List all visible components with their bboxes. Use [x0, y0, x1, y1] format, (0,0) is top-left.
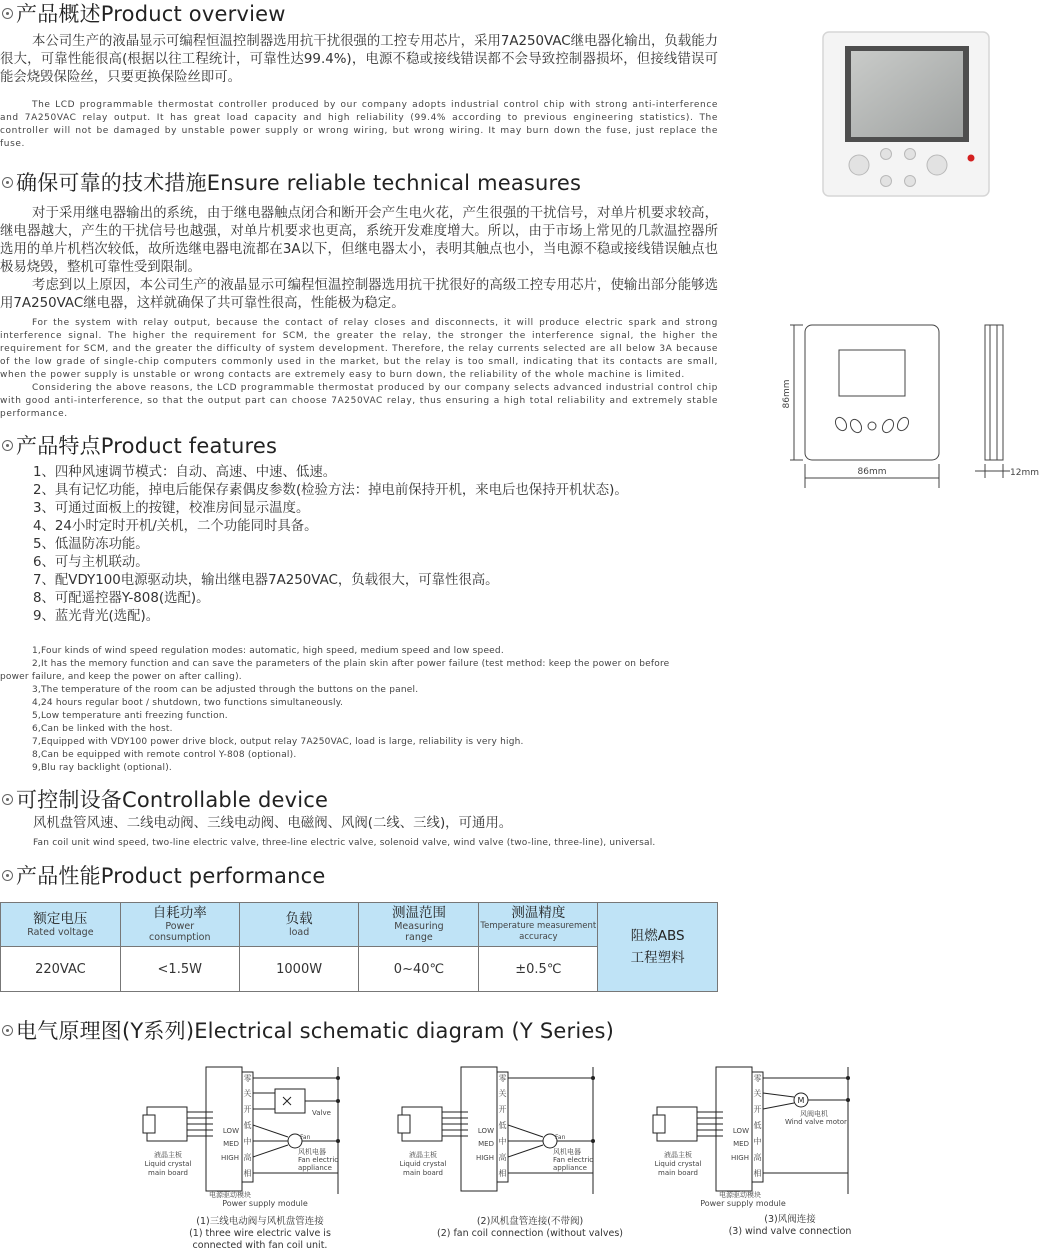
section-title-features: 产品特点Product features [2, 430, 277, 460]
list-item: 7、配VDY100电源驱动块，输出继电器7A250VAC，负载很大，可靠性很高。 [33, 573, 499, 588]
button-large-left [849, 155, 869, 175]
list-item: 4、24小时定时开机/关机，二个功能同时具备。 [33, 519, 318, 534]
svg-text:中: 中 [243, 1137, 252, 1146]
schematic-caption-2: (2)风机盘管连接(不带阀) (2) fan coil connection (without valves) [436, 1216, 624, 1239]
svg-text:中: 中 [498, 1137, 507, 1146]
schematic-2-fan-coil [395, 1062, 615, 1202]
svg-text:高: 高 [243, 1153, 252, 1162]
features-en-list [0, 645, 669, 775]
list-item: power failure, and keep the power on after calling). [0, 672, 242, 682]
svg-text:Wind valve motor: Wind valve motor [785, 1118, 847, 1126]
button-large-right [927, 155, 947, 175]
table-header-cell: 负载 load [239, 903, 359, 947]
button-small [905, 176, 916, 187]
features-cn-list [33, 464, 628, 626]
svg-text:M: M [797, 1096, 805, 1105]
svg-text:关: 关 [753, 1089, 762, 1098]
svg-text:零: 零 [498, 1074, 507, 1083]
width-label: 86mm [857, 467, 887, 477]
svg-text:电源驱动模块: 电源驱动模块 [719, 1191, 761, 1199]
svg-text:低: 低 [243, 1121, 252, 1130]
thermostat-product-photo [815, 28, 993, 200]
svg-text:高: 高 [498, 1153, 507, 1162]
section-title-overview: 产品概述Product overview [2, 0, 286, 28]
svg-text:Fan electric: Fan electric [553, 1156, 594, 1164]
list-item: 4,24 hours regular boot / shutdown, two functions simultaneously. [32, 698, 344, 708]
list-item: 8、可配遥控器Y-808(选配)。 [33, 591, 210, 606]
list-item: 1、四种风速调节模式：自动、高速、中速、低速。 [33, 465, 337, 480]
svg-text:main board: main board [658, 1169, 698, 1177]
svg-text:低: 低 [753, 1121, 762, 1130]
svg-text:关: 关 [243, 1089, 252, 1098]
table-cell: 1000W [239, 947, 359, 992]
svg-text:相: 相 [753, 1169, 762, 1178]
depth-label: 12mm [1010, 468, 1039, 478]
button-small [905, 149, 916, 160]
reliable-en-paragraph-1: For the system with relay output, because the contact of relay closes and disconnects, it will produce electric spark and strong interference signal. The higher the requirement for SCM, the greater the relay, the stronger the interference signal, the higher the requirement for SCM, and the greater the difficulty of system development. Therefore, the relay currents selected are all below 3A because of the low grade of single-chip computers commonly used in the market, but the relay is too small, indicating that its contacts are small, when the power supply is unstable or wrong contacts are extremely easy to burn down, the reliability of the whole machine is limited. [0, 318, 718, 380]
list-item: 2、具有记忆功能，掉电后能保存素偶皮参数(检验方法：掉电前保持开机，来电后也保持开机状态)。 [33, 483, 628, 498]
power-supply-label: Power supply module [700, 1199, 786, 1208]
table-header-cell: 测温精度 Temperature measurement accuracy [479, 903, 598, 947]
power-led [968, 155, 975, 162]
schematic-3-wind-valve [650, 1062, 870, 1202]
material-cell: 阻燃ABS 工程塑料 [598, 903, 718, 992]
svg-text:HIGH: HIGH [220, 1154, 239, 1162]
schematic-caption-3: (3)风阀连接 (3) wind valve connection [728, 1214, 852, 1237]
bullet-icon [2, 177, 13, 188]
side-outline [985, 325, 1003, 460]
list-item: 3、可通过面板上的按键，校准房间显示温度。 [33, 501, 310, 516]
table-header-row [1, 903, 718, 947]
svg-text:液晶主板: 液晶主板 [664, 1151, 692, 1159]
overview-cn-paragraph: 本公司生产的液晶显示可编程恒温控制器选用抗干扰很强的工控专用芯片，采用7A250VAC继电器化输出，负载能力很大，可靠性能很高(根据以往工程统计，可靠性达99.4%)，电源不稳或接线错误都不会导致控制器损坏，但接线错误可能会烧毁保险丝，只要更换保险丝即可。 [0, 34, 718, 85]
svg-text:Liquid crystal: Liquid crystal [144, 1160, 192, 1168]
height-label: 86mm [782, 379, 792, 409]
svg-text:相: 相 [498, 1169, 507, 1178]
svg-text:零: 零 [753, 1074, 762, 1083]
screen-outline [839, 350, 905, 396]
svg-text:appliance: appliance [298, 1164, 332, 1172]
list-item: 6、可与主机联动。 [33, 555, 149, 570]
list-item: 1,Four kinds of wind speed regulation modes: automatic, high speed, medium speed and low speed. [32, 646, 504, 656]
device-cn-text: 风机盘管风速、二线电动阀、三线电动阀、电磁阀、风阀(二线、三线)，可通用。 [33, 816, 513, 831]
overview-en-paragraph: The LCD programmable thermostat controller produced by our company adopts industrial control chip with strong anti-interference and 7A250VAC relay output. It has great load capacity and high reliability (99.4% according to previous engineering statistics). The controller will not be damaged by unstable power supply or wrong wiring, but wrong wiring. It may burn down the fuse, just replace the fuse. [0, 100, 718, 149]
reliable-en-paragraph-2: Considering the above reasons, the LCD programmable thermostat produced by our company selects advanced industrial control chip with good anti-interference, so that the output part can choose 7A250VAC relay, thus ensuring a high total reliability and extremely stable performance. [0, 383, 718, 419]
list-item: 5、低温防冻功能。 [33, 537, 149, 552]
bullet-icon [2, 8, 13, 19]
button-small [881, 176, 892, 187]
svg-text:开: 开 [498, 1105, 507, 1114]
valve-symbol [275, 1089, 305, 1113]
power-supply-label: Power supply module [222, 1199, 308, 1208]
svg-text:Liquid crystal: Liquid crystal [654, 1160, 702, 1168]
schematic-caption-1: (1)三线电动阀与风机盘管连接 (1) three wire electric valve is connected with fan coil unit. [189, 1216, 331, 1251]
svg-text:Liquid crystal: Liquid crystal [399, 1160, 447, 1168]
reliable-cn-paragraph-1: 对于采用继电器输出的系统，由于继电器触点闭合和断开会产生电火花，产生很强的干扰信号，对单片机要求较高，继电器越大，产生的干扰信号也越强，对单片机要求也更高，系统开发难度增大。所以，由于市场上常见的几款温控器所选用的单片机档次较低，故所选继电器电流都在3A以下，但继电器太小，表明其触点也小，当电源不稳或接线错误触点也极易烧毁，整机可靠性受到限制。 [0, 206, 718, 275]
svg-text:LOW: LOW [222, 1127, 239, 1135]
table-header-cell: 额定电压 Rated voltage [1, 903, 121, 947]
table-header-cell: 自耗功率 Power consumption [120, 903, 239, 947]
performance-table [0, 902, 718, 992]
svg-text:中: 中 [753, 1137, 762, 1146]
list-item: 3,The temperature of the room can be adjusted through the buttons on the panel. [32, 685, 419, 695]
bullet-icon [2, 440, 13, 451]
svg-text:电源驱动模块: 电源驱动模块 [209, 1191, 251, 1199]
device-en-text: Fan coil unit wind speed, two-line electric valve, three-line electric valve, solenoid valve, wind valve (two-line, three-line), universal. [33, 838, 656, 848]
table-cell: ±0.5℃ [479, 947, 598, 992]
svg-text:关: 关 [498, 1089, 507, 1098]
list-item: 9,Blu ray backlight (optional). [32, 763, 172, 773]
schematic-1-three-wire-valve [140, 1062, 380, 1202]
svg-text:HIGH: HIGH [475, 1154, 494, 1162]
section-title-device: 可控制设备Controllable device [2, 784, 328, 814]
svg-text:开: 开 [243, 1105, 252, 1114]
reliable-cn-paragraph-2: 考虑到以上原因，本公司生产的液晶显示可编程恒温控制器选用抗干扰很好的高级工控专用芯片，使输出部分能够选用7A250VAC继电器，这样就确保了共可靠性很高，性能极为稳定。 [0, 278, 718, 311]
svg-text:风阀电机: 风阀电机 [800, 1110, 828, 1118]
button-small [881, 149, 892, 160]
svg-text:MED: MED [478, 1140, 494, 1148]
svg-text:Fan electric: Fan electric [298, 1156, 339, 1164]
svg-text:Fan: Fan [555, 1134, 566, 1141]
lcd-screen [851, 51, 963, 137]
table-cell: 220VAC [1, 947, 121, 992]
svg-text:Valve: Valve [312, 1109, 331, 1117]
bullet-icon [2, 870, 13, 881]
svg-text:HIGH: HIGH [730, 1154, 749, 1162]
list-item: 8,Can be equipped with remote control Y-808 (optional). [32, 750, 297, 760]
svg-text:Fan: Fan [300, 1134, 311, 1141]
svg-text:风机电器: 风机电器 [553, 1148, 581, 1156]
section-title-schematic: 电气原理图(Y系列)Electrical schematic diagram (Y Series) [2, 1015, 614, 1045]
bullet-icon [2, 794, 13, 805]
table-header-cell: 测温范围 Measuring range [359, 903, 479, 947]
svg-text:LOW: LOW [732, 1127, 749, 1135]
table-cell: <1.5W [120, 947, 239, 992]
table-cell: 0~40℃ [359, 947, 479, 992]
svg-text:MED: MED [733, 1140, 749, 1148]
list-item: 9、蓝光背光(选配)。 [33, 609, 160, 624]
svg-text:低: 低 [498, 1121, 507, 1130]
dimension-drawing [775, 318, 1040, 493]
svg-text:LOW: LOW [477, 1127, 494, 1135]
section-title-reliable: 确保可靠的技术措施Ensure reliable technical measures [2, 167, 581, 197]
svg-text:高: 高 [753, 1153, 762, 1162]
svg-text:main board: main board [403, 1169, 443, 1177]
svg-text:风机电器: 风机电器 [298, 1148, 326, 1156]
svg-text:液晶主板: 液晶主板 [409, 1151, 437, 1159]
bullet-icon [2, 1025, 13, 1036]
svg-text:零: 零 [243, 1074, 252, 1083]
svg-text:MED: MED [223, 1140, 239, 1148]
svg-text:开: 开 [753, 1105, 762, 1114]
svg-text:appliance: appliance [553, 1164, 587, 1172]
section-title-performance: 产品性能Product performance [2, 860, 326, 890]
list-item: 2,It has the memory function and can save the parameters of the plain skin after power failure (test method: keep the power on before [32, 659, 670, 669]
svg-text:相: 相 [243, 1169, 252, 1178]
list-item: 5,Low temperature anti freezing function. [32, 711, 228, 721]
list-item: 7,Equipped with VDY100 power drive block, output relay 7A250VAC, load is large, reliability is very high. [32, 737, 524, 747]
svg-text:液晶主板: 液晶主板 [154, 1151, 182, 1159]
list-item: 6,Can be linked with the host. [32, 724, 173, 734]
svg-text:main board: main board [148, 1169, 188, 1177]
